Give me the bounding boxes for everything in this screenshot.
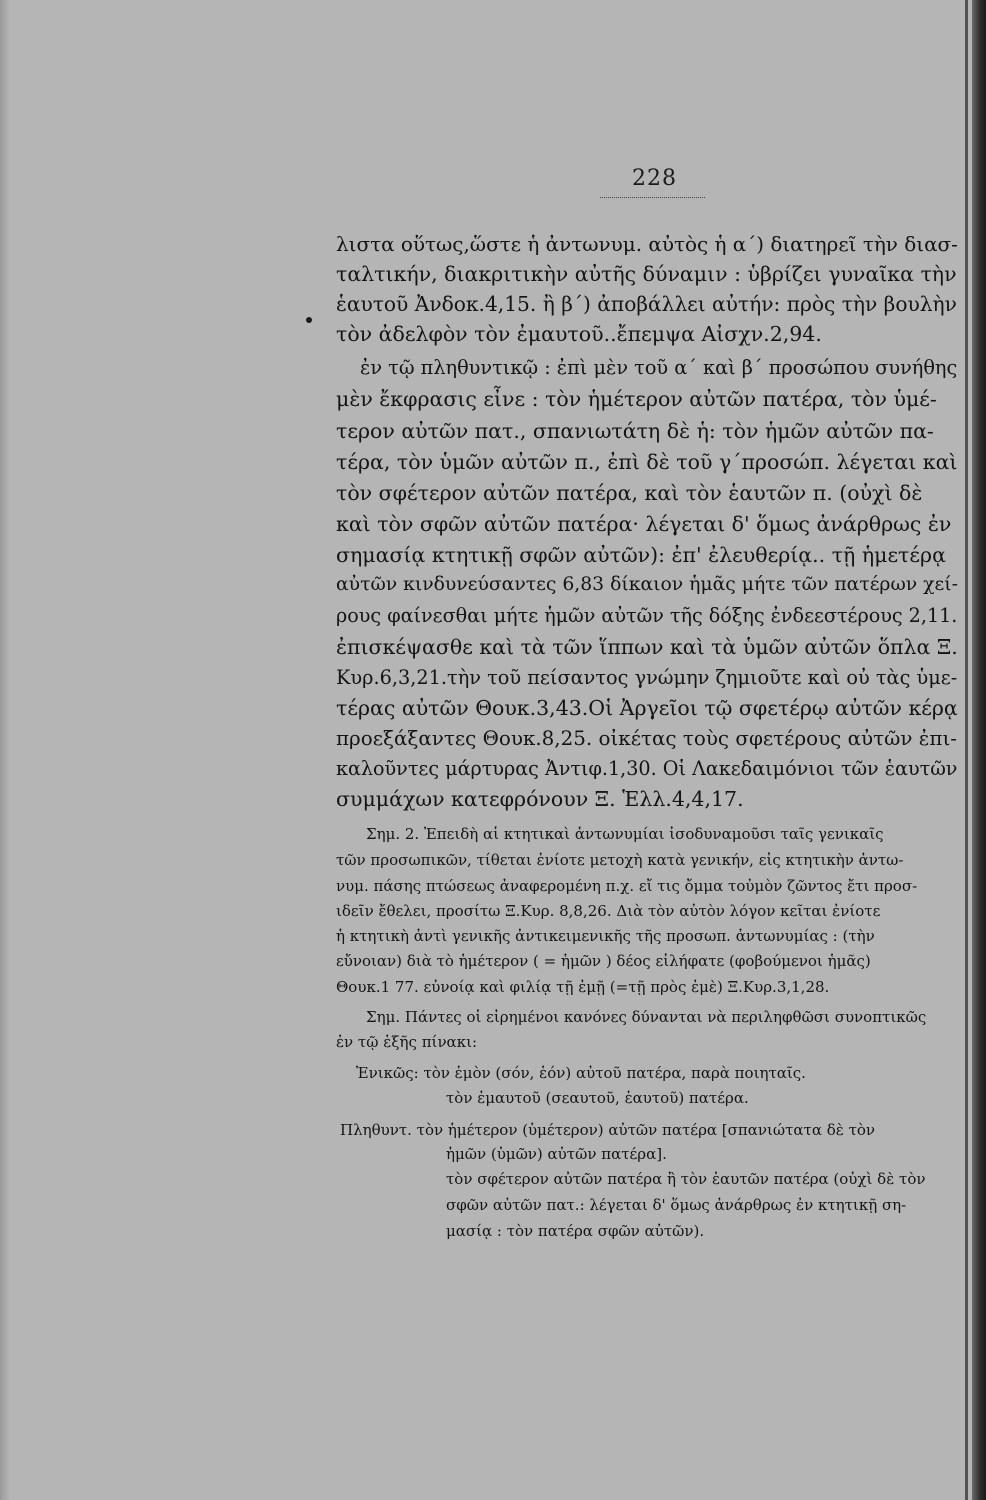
page-fold-line — [965, 0, 968, 1500]
text-line: ταλτικήν, διακριτικὴν αὐτῆς δύναμιν : ὑβρίζει γυναῖκα τὴν — [336, 262, 957, 286]
note-line: εὔνοιαν) διὰ τὸ ἡμέτερον ( = ἡμῶν ) δέος εἰλήφατε (φοβούμενοι ἡμᾶς) — [336, 952, 871, 970]
table-line: τὸν σφέτερον αὐτῶν πατέρα ἢ τὸν ἑαυτῶν πατέρα (οὐχὶ δὲ τὸν — [446, 1170, 926, 1188]
text-line: Κυρ.6,3,21.τὴν τοῦ πείσαντος γνώμην ζημιοῦτε καὶ οὐ τὰς ὑμε- — [336, 666, 958, 689]
table-line: Ἑνικῶς: τὸν ἐμὸν (σόν, ἑόν) αὐτοῦ πατέρα, παρὰ ποιηταῖς. — [356, 1064, 806, 1082]
note-line: ιδεῖν ἔθελει, προσίτω Ξ.Κυρ. 8,8,26. Διὰ τὸν αὐτὸν λόγον κεῖται ἐνίοτε — [336, 902, 881, 920]
table-line: τὸν ἐμαυτοῦ (σεαυτοῦ, ἑαυτοῦ) πατέρα. — [446, 1089, 749, 1107]
page-left-shadow — [0, 0, 10, 1500]
page-edge — [972, 0, 986, 1500]
page-number: 228 — [632, 166, 677, 191]
text-line: ἐν τῷ πληθυντικῷ : ἐπὶ μὲν τοῦ α΄ καὶ β΄ προσώπου συνήθης — [360, 356, 958, 379]
text-line: λιστα οὕτως,ὥστε ἡ ἀντωνυμ. αὐτὸς ἡ α΄) διατηρεῖ τὴν διασ- — [336, 232, 958, 256]
note-line: Θουκ.1 77. εὐνοίᾳ καὶ φιλίᾳ τῇ ἐμῇ (=τῇ πρὸς ἐμὲ) Ξ.Κυρ.3,1,28. — [336, 978, 830, 996]
text-line: τέρα, τὸν ὑμῶν αὐτῶν π., ἐπὶ δὲ τοῦ γ΄προσώπ. λέγεται καὶ — [336, 450, 958, 474]
note-line: Σημ. 2. Ἐπειδὴ αἱ κτητικαὶ ἀντωνυμίαι ἰσοδυναμοῦσι ταῖς γενικαῖς — [366, 825, 884, 843]
text-line: συμμάχων κατεφρόνουν Ξ. Ἑλλ.4,4,17. — [336, 787, 744, 811]
text-line: καλοῦντες μάρτυρας Ἀντιφ.1,30. Οἱ Λακεδαιμόνιοι τῶν ἑαυτῶν — [336, 757, 958, 780]
note-line: νυμ. πάσης πτώσεως ἀναφερομένη π.χ. εἴ τις ὄμμα τοὐμὸν ζῶντος ἔτι προσ- — [336, 877, 918, 895]
text-line: τὸν ἀδελφὸν τὸν ἐμαυτοῦ..ἔπεμψα Αἰσχν.2,94. — [336, 322, 822, 346]
text-line: καὶ τὸν σφῶν αὐτῶν πατέρα· λέγεται δ' ὅμως ἀνάρθρως ἐν — [336, 512, 952, 536]
page-number-rule — [600, 197, 705, 198]
margin-dot — [306, 317, 312, 323]
text-line: ρους φαίνεσθαι μήτε ἡμῶν αὐτῶν τῆς δόξης ἐνδεεστέρους 2,11. — [336, 604, 958, 627]
text-line: τερον αὐτῶν πατ., σπανιωτάτη δὲ ἡ: τὸν ἡμῶν αὐτῶν πα- — [336, 419, 934, 443]
text-line: τέρας αὐτῶν Θουκ.3,43.Οἱ Ἀργεῖοι τῷ σφετέρῳ αὐτῶν κέρᾳ — [336, 696, 958, 720]
text-line: τὸν σφέτερον αὐτῶν πατέρα, καὶ τὸν ἑαυτῶν π. (οὐχὶ δὲ — [336, 481, 923, 505]
text-line: προεξάξαντες Θουκ.8,25. οἰκέτας τοὺς σφετέρους αὐτῶν ἐπι- — [336, 727, 957, 750]
table-line: σφῶν αὐτῶν πατ.: λέγεται δ' ὅμως ἀνάρθρως ἐν κτητικῇ ση- — [446, 1196, 907, 1214]
table-line: ἡμῶν (ὑμῶν) αὐτῶν πατέρα]. — [446, 1145, 667, 1163]
note-line: τῶν προσωπικῶν, τίθεται ἐνίοτε μετοχὴ κατὰ γενικήν, εἰς κτητικὴν ἀντω- — [336, 851, 904, 869]
text-line: μὲν ἔκφρασις εἶνε : τὸν ἡμέτερον αὐτῶν πατέρα, τὸν ὑμέ- — [336, 387, 937, 411]
text-line: αὐτῶν κινδυνεύσαντες 6,83 δίκαιον ἡμᾶς μήτε τῶν πατέρων χεί- — [336, 574, 958, 595]
note-line: Σημ. Πάντες οἱ εἰρημένοι κανόνες δύνανται νὰ περιληφθῶσι συνοπτικῶς — [366, 1008, 927, 1026]
text-line: ἐπισκέψασθε καὶ τὰ τῶν ἵππων καὶ τὰ ὑμῶν αὐτῶν ὅπλα Ξ. — [336, 635, 958, 659]
note-line: ἐν τῷ ἑξῆς πίνακι: — [336, 1033, 477, 1051]
text-line: ἑαυτοῦ Ἀνδοκ.4,15. ἢ β΄) ἀποβάλλει αὐτήν: πρὸς τὴν βουλὴν — [336, 292, 957, 316]
table-line: μασίᾳ : τὸν πατέρα σφῶν αὐτῶν). — [446, 1222, 705, 1240]
table-line: Πληθυντ. τὸν ἡμέτερον (ὑμέτερον) αὐτῶν πατέρα [σπανιώτατα δὲ τὸν — [340, 1121, 876, 1139]
text-line: σημασίᾳ κτητικῇ σφῶν αὐτῶν): ἐπ' ἐλευθερίᾳ.. τῇ ἡμετέρᾳ — [336, 543, 946, 567]
note-line: ἡ κτητικὴ ἀντὶ γενικῆς ἀντικειμενικῆς τῆς προσωπ. ἀντωνυμίας : (τὴν — [336, 927, 875, 945]
